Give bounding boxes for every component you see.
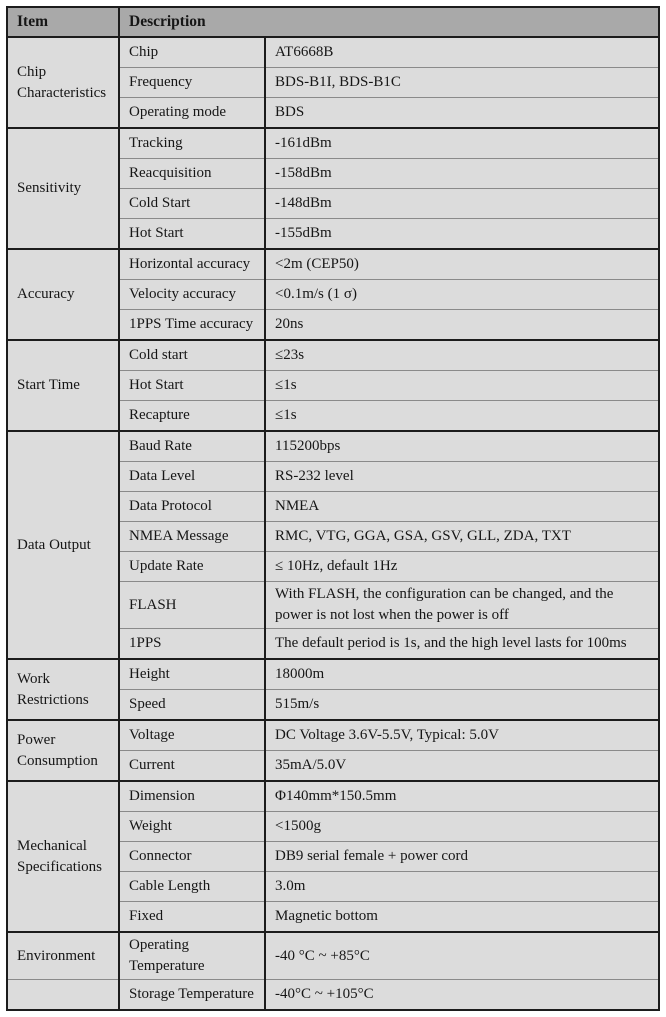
item-cell: Mechanical Specifications xyxy=(7,781,119,932)
spec-value: BDS-B1I, BDS-B1C xyxy=(265,68,659,98)
spec-label: Hot Start xyxy=(119,371,265,401)
table-row xyxy=(7,781,659,812)
spec-value: The default period is 1s, and the high level lasts for 100ms xyxy=(265,629,659,660)
spec-value: BDS xyxy=(265,98,659,129)
spec-label: Storage Temperature xyxy=(119,980,265,1011)
table-row xyxy=(7,249,659,280)
spec-value: 515m/s xyxy=(265,690,659,721)
spec-label: Cold start xyxy=(119,340,265,371)
spec-label: Weight xyxy=(119,812,265,842)
spec-label: Dimension xyxy=(119,781,265,812)
spec-label: Current xyxy=(119,751,265,782)
spec-value: RS-232 level xyxy=(265,462,659,492)
spec-value: AT6668B xyxy=(265,37,659,68)
spec-label: Horizontal accuracy xyxy=(119,249,265,280)
spec-value: 3.0m xyxy=(265,872,659,902)
item-cell-empty xyxy=(7,980,119,1011)
spec-label: 1PPS xyxy=(119,629,265,660)
spec-value: RMC, VTG, GGA, GSA, GSV, GLL, ZDA, TXT xyxy=(265,522,659,552)
spec-value: 35mA/5.0V xyxy=(265,751,659,782)
spec-value: 115200bps xyxy=(265,431,659,462)
item-cell: Data Output xyxy=(7,431,119,659)
spec-value: -148dBm xyxy=(265,189,659,219)
table-row xyxy=(7,340,659,371)
table-row xyxy=(7,37,659,68)
spec-label: Height xyxy=(119,659,265,690)
spec-label: Speed xyxy=(119,690,265,721)
spec-value: 18000m xyxy=(265,659,659,690)
spec-label: NMEA Message xyxy=(119,522,265,552)
spec-value: 20ns xyxy=(265,310,659,341)
spec-value: -40°C ~ +105°C xyxy=(265,980,659,1011)
table-row xyxy=(7,980,659,1011)
spec-label: Operating Temperature xyxy=(119,932,265,980)
spec-label: 1PPS Time accuracy xyxy=(119,310,265,341)
spec-label: Connector xyxy=(119,842,265,872)
spec-value: ≤1s xyxy=(265,371,659,401)
item-cell: Sensitivity xyxy=(7,128,119,249)
spec-table xyxy=(6,6,660,1011)
spec-value: -158dBm xyxy=(265,159,659,189)
spec-value: -155dBm xyxy=(265,219,659,250)
spec-value: Magnetic bottom xyxy=(265,902,659,933)
spec-label: Cable Length xyxy=(119,872,265,902)
spec-label: Reacquisition xyxy=(119,159,265,189)
item-cell: Environment xyxy=(7,932,119,980)
spec-label: Tracking xyxy=(119,128,265,159)
spec-label: FLASH xyxy=(119,582,265,629)
table-row xyxy=(7,720,659,751)
spec-value: Φ140mm*150.5mm xyxy=(265,781,659,812)
spec-value: <1500g xyxy=(265,812,659,842)
spec-value: ≤ 10Hz, default 1Hz xyxy=(265,552,659,582)
table-row xyxy=(7,659,659,690)
spec-table-body xyxy=(7,37,659,1010)
spec-value: With FLASH, the configuration can be changed, and the power is not lost when the power is off xyxy=(265,582,659,629)
spec-label: Fixed xyxy=(119,902,265,933)
spec-value: DC Voltage 3.6V-5.5V, Typical: 5.0V xyxy=(265,720,659,751)
column-header-item: Item xyxy=(7,7,119,37)
spec-value: DB9 serial female + power cord xyxy=(265,842,659,872)
spec-value: <0.1m/s (1 σ) xyxy=(265,280,659,310)
table-row xyxy=(7,431,659,462)
spec-label: Cold Start xyxy=(119,189,265,219)
column-header-description: Description xyxy=(119,7,659,37)
spec-value: -161dBm xyxy=(265,128,659,159)
spec-label: Baud Rate xyxy=(119,431,265,462)
spec-label: Hot Start xyxy=(119,219,265,250)
spec-label: Recapture xyxy=(119,401,265,432)
spec-label: Data Protocol xyxy=(119,492,265,522)
spec-value: -40 °C ~ +85°C xyxy=(265,932,659,980)
spec-label: Chip xyxy=(119,37,265,68)
table-row xyxy=(7,932,659,980)
item-cell: Power Consumption xyxy=(7,720,119,781)
table-row xyxy=(7,128,659,159)
table-header-row xyxy=(7,7,659,37)
spec-label: Voltage xyxy=(119,720,265,751)
spec-label: Velocity accuracy xyxy=(119,280,265,310)
spec-value: <2m (CEP50) xyxy=(265,249,659,280)
item-cell: Accuracy xyxy=(7,249,119,340)
spec-value: ≤23s xyxy=(265,340,659,371)
spec-label: Operating mode xyxy=(119,98,265,129)
spec-label: Frequency xyxy=(119,68,265,98)
item-cell: Start Time xyxy=(7,340,119,431)
spec-value: NMEA xyxy=(265,492,659,522)
spec-label: Update Rate xyxy=(119,552,265,582)
spec-label: Data Level xyxy=(119,462,265,492)
item-cell: Chip Characteristics xyxy=(7,37,119,128)
spec-value: ≤1s xyxy=(265,401,659,432)
item-cell: Work Restrictions xyxy=(7,659,119,720)
